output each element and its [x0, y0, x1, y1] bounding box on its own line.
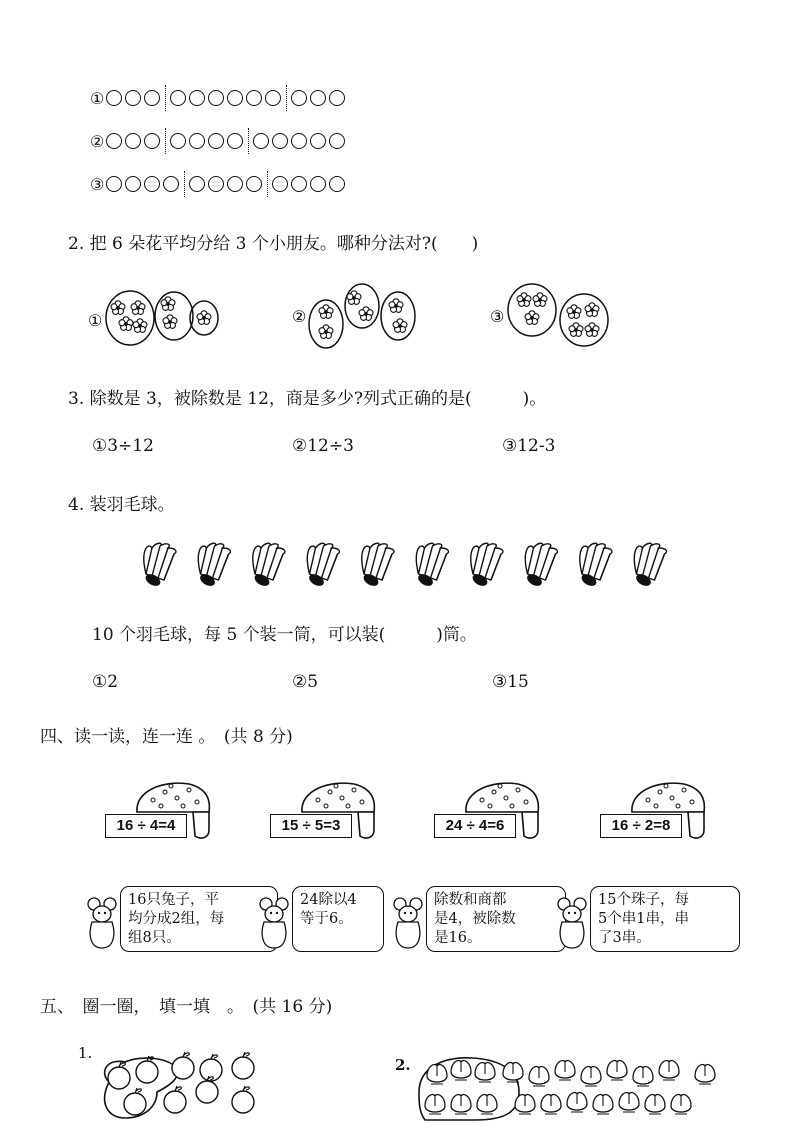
flower-icon: [319, 325, 333, 339]
dotted-divider: [184, 171, 185, 197]
circle: [329, 90, 345, 106]
peaches-figure: [415, 1052, 715, 1126]
flower-icon: [197, 311, 211, 325]
peach-icons: [415, 1052, 715, 1122]
circle: [265, 90, 281, 106]
shuttlecock-icon: [198, 543, 230, 588]
dotted-divider: [165, 128, 166, 154]
peach-icon: [427, 1064, 447, 1084]
q2-option-2-label: ②: [292, 307, 307, 326]
peach-icon: [567, 1092, 587, 1112]
circle: [189, 90, 205, 106]
flower-icon: [393, 319, 407, 333]
circle: [227, 133, 243, 149]
circle: [291, 176, 307, 192]
q3-option-3[interactable]: ③12-3: [502, 436, 556, 456]
shuttlecock-icon: [362, 543, 394, 588]
circle: [144, 176, 160, 192]
circle: [125, 176, 141, 192]
q2-question: 2. 把 6 朵花平均分给 3 个小朋友。哪种分法对?( ): [68, 234, 479, 254]
q3-option-2[interactable]: ②12÷3: [292, 436, 354, 456]
circle: [208, 90, 224, 106]
circle: [310, 133, 326, 149]
shuttlecock-icon: [253, 543, 285, 588]
flower-icons: [517, 293, 599, 337]
circle: [106, 176, 122, 192]
flower-icon: [133, 319, 147, 333]
circle-row: [90, 171, 348, 197]
q4-option-3[interactable]: ③15: [492, 672, 529, 692]
circle-row: [90, 85, 348, 111]
q4-title: 4. 装羽毛球。: [68, 495, 175, 515]
equation-box: 24 ÷ 4=6: [434, 814, 516, 838]
q4-option-2[interactable]: ②5: [292, 672, 319, 692]
peach-icon: [529, 1066, 549, 1086]
apple-icon: [172, 1052, 194, 1079]
mushroom-equation[interactable]: [105, 778, 215, 848]
peach-icon: [451, 1094, 471, 1114]
flower-icon: [525, 311, 539, 325]
peach-icon: [607, 1060, 627, 1080]
flower-icon: [119, 317, 133, 331]
circle: [106, 90, 122, 106]
apple-icon: [232, 1086, 254, 1113]
circle: [291, 133, 307, 149]
circle-row-number: ③: [90, 174, 105, 194]
equation-box: 16 ÷ 2=8: [600, 814, 682, 838]
shuttlecock-icon: [144, 543, 176, 588]
flower-icon: [567, 305, 581, 319]
circle: [144, 90, 160, 106]
peach-icon: [477, 1094, 497, 1114]
circle: [246, 90, 262, 106]
flower-icon: [389, 299, 403, 313]
q2-option-2[interactable]: [292, 282, 432, 356]
peach-icon: [619, 1092, 639, 1112]
circle: [272, 176, 288, 192]
statement-card[interactable]: 16只兔子，平 均分成2组，每 组8只。: [120, 886, 278, 952]
peach-icon: [555, 1060, 575, 1080]
apple-icon: [232, 1052, 254, 1079]
shuttlecock-icon: [580, 543, 612, 588]
flower-icon: [319, 305, 333, 319]
peach-icon: [451, 1060, 471, 1080]
q2-option-1-figure: [88, 282, 228, 352]
dotted-divider: [248, 128, 249, 154]
statement-card[interactable]: 15个珠子，每 5个串1串，串 了3串。: [590, 886, 740, 952]
mushroom-equation[interactable]: [600, 778, 710, 848]
circle: [189, 176, 205, 192]
circle-row-number: ②: [90, 131, 105, 151]
peach-icon: [515, 1094, 535, 1114]
q2-option-3[interactable]: [490, 282, 630, 356]
flower-icon: [111, 301, 125, 315]
flower-icon: [517, 293, 531, 307]
circle: [208, 133, 224, 149]
circle: [125, 90, 141, 106]
shuttlecock-icon: [307, 543, 339, 588]
q2-option-3-figure: [490, 282, 630, 352]
mushroom-equation[interactable]: [434, 778, 544, 848]
q3-question: 3. 除数是 3，被除数是 12，商是多少?列式正确的是( )。: [68, 389, 547, 409]
peach-icon: [659, 1060, 679, 1080]
flower-icon: [585, 323, 599, 337]
circle: [246, 176, 262, 192]
peach-icon: [633, 1066, 653, 1086]
apple-icon: [164, 1086, 186, 1113]
equation-box: 15 ÷ 5=3: [270, 814, 352, 838]
dotted-divider: [286, 85, 287, 111]
circle: [227, 90, 243, 106]
apples-figure: [95, 1052, 275, 1126]
section-5-title: 五、 圈一圈， 填一填 。 (共 16 分): [40, 997, 333, 1017]
mouse-icon: [392, 894, 426, 950]
circle: [208, 176, 224, 192]
mouse-icon: [556, 894, 590, 950]
peach-icon: [503, 1062, 523, 1082]
mouse-icon: [258, 894, 292, 950]
circle-row: [90, 128, 348, 154]
peach-icon: [425, 1094, 445, 1114]
flower-icon: [161, 297, 175, 311]
peach-icon: [581, 1066, 601, 1086]
flower-icon: [569, 323, 583, 337]
circle: [189, 133, 205, 149]
shuttlecock-icon: [525, 543, 557, 588]
apple-icons: [95, 1052, 275, 1122]
shuttlecock-row: [138, 540, 678, 590]
circle-row-number: ①: [90, 88, 105, 108]
q2-option-1-label: ①: [88, 311, 103, 330]
q2-option-3-label: ③: [490, 307, 505, 326]
statement-card[interactable]: 除数和商都 是4，被除数 是16。: [426, 886, 566, 952]
circle: [163, 176, 179, 192]
peach-icon: [671, 1094, 691, 1114]
mushroom-equation[interactable]: [270, 778, 380, 848]
circle: [310, 90, 326, 106]
apple-icon: [136, 1056, 158, 1083]
circle: [272, 133, 288, 149]
shuttlecock-icons: [138, 540, 678, 586]
flower-icon: [585, 303, 599, 317]
circle: [329, 133, 345, 149]
item-1-label: 1.: [78, 1044, 93, 1062]
circle: [144, 133, 160, 149]
flower-icons: [319, 291, 407, 339]
shuttlecock-icon: [416, 543, 448, 588]
mouse-icon: [86, 894, 120, 950]
peach-icon: [645, 1094, 665, 1114]
q2-option-1[interactable]: [88, 282, 228, 356]
circle: [170, 133, 186, 149]
q2-option-2-figure: [292, 282, 432, 352]
apple-icon: [124, 1088, 146, 1115]
q3-option-1[interactable]: ①3÷12: [92, 436, 154, 456]
apple-icon: [108, 1062, 130, 1089]
flower-icon: [131, 301, 145, 315]
circle: [310, 176, 326, 192]
shuttlecock-icon: [471, 543, 503, 588]
dotted-divider: [267, 171, 268, 197]
flower-icon: [533, 293, 547, 307]
flower-icon: [163, 315, 177, 329]
q4-question: 10 个羽毛球，每 5 个装一筒，可以装( )筒。: [92, 625, 477, 645]
peach-icon: [541, 1094, 561, 1114]
circle: [170, 90, 186, 106]
equation-box: 16 ÷ 4=4: [105, 814, 187, 838]
item-2-label: 2.: [395, 1056, 411, 1074]
circle: [329, 176, 345, 192]
flower-icon: [359, 307, 373, 321]
shuttlecock-icon: [634, 543, 666, 588]
statement-card[interactable]: 24除以4 等于6。: [292, 886, 384, 952]
section-4-title: 四、读一读，连一连 。 (共 8 分): [40, 727, 293, 747]
circle: [106, 133, 122, 149]
peach-icon: [593, 1094, 613, 1114]
circle: [253, 133, 269, 149]
circle: [227, 176, 243, 192]
q4-option-1[interactable]: ①2: [92, 672, 119, 692]
circle: [125, 133, 141, 149]
flower-icons: [111, 297, 211, 333]
peach-icon: [475, 1062, 495, 1082]
dotted-divider: [165, 85, 166, 111]
circle: [291, 90, 307, 106]
peach-icon: [695, 1064, 715, 1084]
